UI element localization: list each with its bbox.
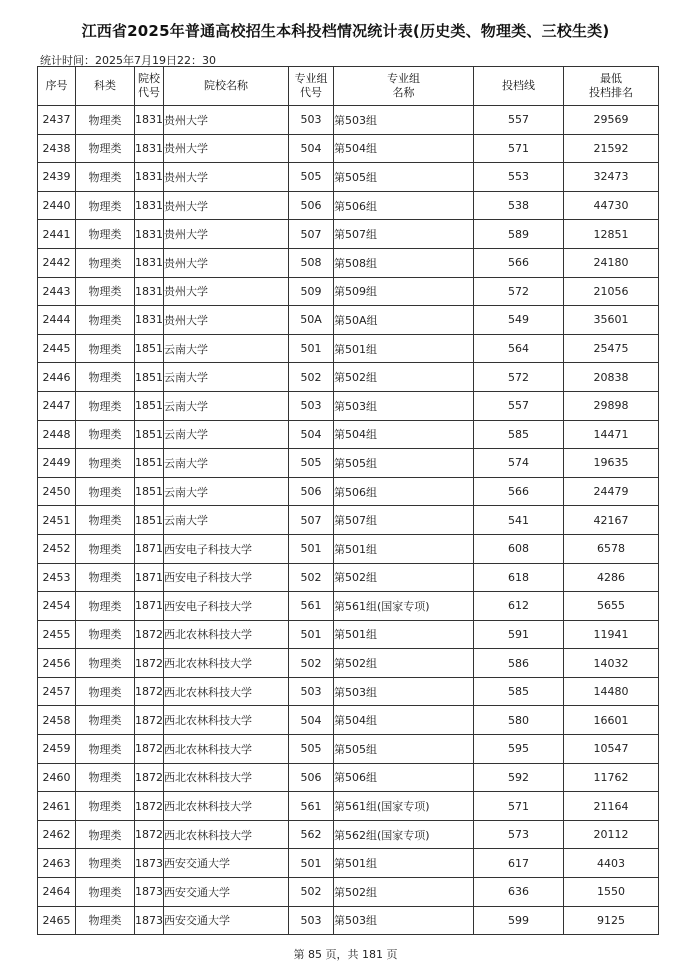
cell-school-name: 云南大学 <box>164 449 289 478</box>
cell-school-code: 1831 <box>135 306 164 335</box>
cell-score-line: 564 <box>474 334 564 363</box>
cell-group-name: 第501组 <box>334 849 474 878</box>
cell-category: 物理类 <box>76 706 135 735</box>
cell-school-code: 1872 <box>135 820 164 849</box>
cell-seq: 2437 <box>38 106 76 135</box>
cell-group-code: 506 <box>289 191 334 220</box>
cell-school-name: 云南大学 <box>164 363 289 392</box>
table-row <box>38 820 659 849</box>
cell-school-code: 1872 <box>135 677 164 706</box>
cell-min-rank: 9125 <box>564 906 659 935</box>
cell-category: 物理类 <box>76 163 135 192</box>
cell-category: 物理类 <box>76 220 135 249</box>
cell-group-name: 第507组 <box>334 506 474 535</box>
cell-group-code: 502 <box>289 563 334 592</box>
cell-school-code: 1872 <box>135 706 164 735</box>
cell-min-rank: 20112 <box>564 820 659 849</box>
cell-school-code: 1872 <box>135 792 164 821</box>
table-row <box>38 363 659 392</box>
cell-score-line: 566 <box>474 477 564 506</box>
cell-group-name: 第50A组 <box>334 306 474 335</box>
cell-school-name: 贵州大学 <box>164 134 289 163</box>
table-row <box>38 106 659 135</box>
cell-seq: 2449 <box>38 449 76 478</box>
cell-school-name: 云南大学 <box>164 334 289 363</box>
cell-school-name: 西北农林科技大学 <box>164 820 289 849</box>
cell-seq: 2459 <box>38 735 76 764</box>
cell-min-rank: 6578 <box>564 534 659 563</box>
cell-group-name: 第503组 <box>334 106 474 135</box>
table-row <box>38 677 659 706</box>
cell-min-rank: 29898 <box>564 391 659 420</box>
cell-seq: 2457 <box>38 677 76 706</box>
cell-seq: 2452 <box>38 534 76 563</box>
cell-school-code: 1831 <box>135 106 164 135</box>
cell-school-name: 西安交通大学 <box>164 878 289 907</box>
cell-category: 物理类 <box>76 849 135 878</box>
cell-group-name: 第503组 <box>334 906 474 935</box>
cell-group-code: 505 <box>289 163 334 192</box>
cell-group-name: 第505组 <box>334 163 474 192</box>
cell-seq: 2462 <box>38 820 76 849</box>
cell-school-code: 1873 <box>135 878 164 907</box>
cell-min-rank: 16601 <box>564 706 659 735</box>
cell-group-code: 504 <box>289 420 334 449</box>
cell-group-code: 501 <box>289 334 334 363</box>
cell-min-rank: 19635 <box>564 449 659 478</box>
table-row <box>38 706 659 735</box>
cell-school-code: 1851 <box>135 391 164 420</box>
cell-group-name: 第501组 <box>334 620 474 649</box>
cell-min-rank: 11762 <box>564 763 659 792</box>
cell-score-line: 591 <box>474 620 564 649</box>
cell-group-code: 506 <box>289 477 334 506</box>
table-row <box>38 449 659 478</box>
cell-seq: 2456 <box>38 649 76 678</box>
cell-category: 物理类 <box>76 391 135 420</box>
cell-group-code: 505 <box>289 735 334 764</box>
cell-seq: 2450 <box>38 477 76 506</box>
cell-group-name: 第505组 <box>334 735 474 764</box>
cell-min-rank: 11941 <box>564 620 659 649</box>
cell-min-rank: 35601 <box>564 306 659 335</box>
cell-category: 物理类 <box>76 277 135 306</box>
cell-min-rank: 25475 <box>564 334 659 363</box>
cell-school-name: 贵州大学 <box>164 248 289 277</box>
cell-group-code: 504 <box>289 134 334 163</box>
cell-group-code: 501 <box>289 534 334 563</box>
cell-group-name: 第561组(国家专项) <box>334 592 474 621</box>
cell-group-name: 第504组 <box>334 706 474 735</box>
cell-category: 物理类 <box>76 420 135 449</box>
cell-group-code: 503 <box>289 106 334 135</box>
cell-school-name: 西安电子科技大学 <box>164 563 289 592</box>
cell-group-name: 第504组 <box>334 134 474 163</box>
table-row <box>38 534 659 563</box>
cell-category: 物理类 <box>76 449 135 478</box>
cell-school-name: 云南大学 <box>164 506 289 535</box>
cell-score-line: 617 <box>474 849 564 878</box>
cell-category: 物理类 <box>76 248 135 277</box>
cell-group-code: 503 <box>289 677 334 706</box>
cell-group-name: 第501组 <box>334 334 474 363</box>
table-row <box>38 620 659 649</box>
cell-group-code: 561 <box>289 792 334 821</box>
cell-seq: 2465 <box>38 906 76 935</box>
document-title: 江西省2025年普通高校招生本科投档情况统计表(历史类、物理类、三校生类) <box>81 22 610 40</box>
cell-group-code: 505 <box>289 449 334 478</box>
cell-group-name: 第504组 <box>334 420 474 449</box>
header-seq: 序号 <box>38 67 76 106</box>
cell-school-name: 西安电子科技大学 <box>164 592 289 621</box>
cell-group-code: 502 <box>289 878 334 907</box>
cell-min-rank: 42167 <box>564 506 659 535</box>
cell-school-code: 1851 <box>135 506 164 535</box>
cell-category: 物理类 <box>76 191 135 220</box>
table-row <box>38 735 659 764</box>
table-row <box>38 220 659 249</box>
cell-school-code: 1871 <box>135 592 164 621</box>
table-row <box>38 248 659 277</box>
cell-min-rank: 5655 <box>564 592 659 621</box>
cell-school-name: 云南大学 <box>164 391 289 420</box>
cell-min-rank: 24180 <box>564 248 659 277</box>
cell-school-name: 贵州大学 <box>164 220 289 249</box>
header-group-name: 专业组 名称 <box>334 67 474 106</box>
cell-min-rank: 44730 <box>564 191 659 220</box>
cell-seq: 2448 <box>38 420 76 449</box>
cell-school-code: 1871 <box>135 563 164 592</box>
cell-group-name: 第502组 <box>334 649 474 678</box>
cell-score-line: 636 <box>474 878 564 907</box>
table-row <box>38 420 659 449</box>
cell-score-line: 589 <box>474 220 564 249</box>
cell-seq: 2438 <box>38 134 76 163</box>
cell-school-name: 贵州大学 <box>164 277 289 306</box>
cell-min-rank: 29569 <box>564 106 659 135</box>
cell-category: 物理类 <box>76 677 135 706</box>
header-school-code: 院校 代号 <box>135 67 164 106</box>
cell-seq: 2442 <box>38 248 76 277</box>
cell-score-line: 612 <box>474 592 564 621</box>
cell-group-code: 562 <box>289 820 334 849</box>
cell-group-code: 507 <box>289 506 334 535</box>
cell-group-code: 561 <box>289 592 334 621</box>
cell-group-code: 502 <box>289 363 334 392</box>
cell-group-name: 第506组 <box>334 477 474 506</box>
cell-group-code: 503 <box>289 906 334 935</box>
cell-seq: 2446 <box>38 363 76 392</box>
table-row <box>38 134 659 163</box>
cell-score-line: 574 <box>474 449 564 478</box>
cell-seq: 2453 <box>38 563 76 592</box>
cell-score-line: 553 <box>474 163 564 192</box>
cell-school-name: 贵州大学 <box>164 163 289 192</box>
cell-min-rank: 10547 <box>564 735 659 764</box>
cell-group-code: 506 <box>289 763 334 792</box>
cell-school-code: 1872 <box>135 735 164 764</box>
cell-school-code: 1851 <box>135 449 164 478</box>
cell-min-rank: 21164 <box>564 792 659 821</box>
cell-school-name: 西北农林科技大学 <box>164 735 289 764</box>
cell-group-code: 501 <box>289 849 334 878</box>
cell-score-line: 608 <box>474 534 564 563</box>
cell-score-line: 557 <box>474 391 564 420</box>
table-row <box>38 563 659 592</box>
table-row <box>38 477 659 506</box>
header-group-code: 专业组 代号 <box>289 67 334 106</box>
cell-group-code: 504 <box>289 706 334 735</box>
cell-school-name: 西北农林科技大学 <box>164 763 289 792</box>
cell-score-line: 566 <box>474 248 564 277</box>
cell-school-name: 西安交通大学 <box>164 906 289 935</box>
cell-group-name: 第503组 <box>334 391 474 420</box>
cell-school-code: 1873 <box>135 849 164 878</box>
cell-score-line: 538 <box>474 191 564 220</box>
cell-score-line: 571 <box>474 134 564 163</box>
table-body <box>38 106 659 935</box>
cell-school-name: 贵州大学 <box>164 191 289 220</box>
page-footer: 第 85 页，共 181 页 <box>293 948 398 961</box>
cell-group-code: 502 <box>289 649 334 678</box>
cell-seq: 2460 <box>38 763 76 792</box>
cell-category: 物理类 <box>76 735 135 764</box>
cell-group-name: 第507组 <box>334 220 474 249</box>
cell-seq: 2445 <box>38 334 76 363</box>
cell-seq: 2455 <box>38 620 76 649</box>
header-min-rank: 最低 投档排名 <box>564 67 659 106</box>
cell-school-code: 1873 <box>135 906 164 935</box>
cell-seq: 2443 <box>38 277 76 306</box>
cell-school-code: 1851 <box>135 363 164 392</box>
cell-school-name: 贵州大学 <box>164 106 289 135</box>
cell-school-name: 西北农林科技大学 <box>164 677 289 706</box>
cell-category: 物理类 <box>76 592 135 621</box>
cell-school-name: 西安交通大学 <box>164 849 289 878</box>
admission-table <box>37 66 659 935</box>
table-row <box>38 334 659 363</box>
cell-school-code: 1851 <box>135 477 164 506</box>
cell-school-code: 1851 <box>135 420 164 449</box>
cell-seq: 2451 <box>38 506 76 535</box>
table-row <box>38 906 659 935</box>
cell-category: 物理类 <box>76 620 135 649</box>
cell-score-line: 592 <box>474 763 564 792</box>
cell-min-rank: 21592 <box>564 134 659 163</box>
cell-seq: 2441 <box>38 220 76 249</box>
cell-category: 物理类 <box>76 792 135 821</box>
table-row <box>38 277 659 306</box>
cell-school-code: 1851 <box>135 334 164 363</box>
table-row <box>38 506 659 535</box>
cell-score-line: 571 <box>474 792 564 821</box>
cell-group-code: 508 <box>289 248 334 277</box>
table-row <box>38 391 659 420</box>
cell-min-rank: 12851 <box>564 220 659 249</box>
cell-category: 物理类 <box>76 334 135 363</box>
table-row <box>38 191 659 220</box>
cell-category: 物理类 <box>76 363 135 392</box>
statistics-time: 统计时间：2025年7月19日22：30 <box>40 54 216 67</box>
table-row <box>38 592 659 621</box>
cell-category: 物理类 <box>76 506 135 535</box>
header-score-line: 投档线 <box>474 67 564 106</box>
cell-score-line: 541 <box>474 506 564 535</box>
cell-school-code: 1831 <box>135 220 164 249</box>
cell-group-name: 第509组 <box>334 277 474 306</box>
cell-school-code: 1831 <box>135 163 164 192</box>
cell-score-line: 599 <box>474 906 564 935</box>
cell-min-rank: 24479 <box>564 477 659 506</box>
cell-category: 物理类 <box>76 763 135 792</box>
cell-seq: 2458 <box>38 706 76 735</box>
table-row <box>38 792 659 821</box>
cell-group-name: 第502组 <box>334 563 474 592</box>
cell-seq: 2439 <box>38 163 76 192</box>
cell-group-name: 第502组 <box>334 363 474 392</box>
cell-category: 物理类 <box>76 477 135 506</box>
table-row <box>38 763 659 792</box>
cell-category: 物理类 <box>76 106 135 135</box>
cell-min-rank: 14471 <box>564 420 659 449</box>
cell-group-code: 507 <box>289 220 334 249</box>
cell-score-line: 580 <box>474 706 564 735</box>
table-row <box>38 878 659 907</box>
cell-school-name: 云南大学 <box>164 420 289 449</box>
cell-seq: 2447 <box>38 391 76 420</box>
cell-group-name: 第561组(国家专项) <box>334 792 474 821</box>
cell-seq: 2440 <box>38 191 76 220</box>
header-school-name: 院校名称 <box>164 67 289 106</box>
table-row <box>38 649 659 678</box>
cell-school-code: 1831 <box>135 248 164 277</box>
cell-group-code: 50A <box>289 306 334 335</box>
header-category: 科类 <box>76 67 135 106</box>
cell-min-rank: 14032 <box>564 649 659 678</box>
cell-school-name: 西北农林科技大学 <box>164 649 289 678</box>
cell-group-name: 第562组(国家专项) <box>334 820 474 849</box>
cell-seq: 2461 <box>38 792 76 821</box>
cell-school-code: 1831 <box>135 134 164 163</box>
cell-group-name: 第503组 <box>334 677 474 706</box>
cell-category: 物理类 <box>76 820 135 849</box>
cell-min-rank: 4403 <box>564 849 659 878</box>
cell-score-line: 573 <box>474 820 564 849</box>
cell-min-rank: 4286 <box>564 563 659 592</box>
table-header-row <box>38 67 659 106</box>
cell-score-line: 585 <box>474 677 564 706</box>
cell-min-rank: 1550 <box>564 878 659 907</box>
cell-score-line: 549 <box>474 306 564 335</box>
cell-category: 物理类 <box>76 878 135 907</box>
cell-category: 物理类 <box>76 306 135 335</box>
cell-school-name: 云南大学 <box>164 477 289 506</box>
cell-score-line: 572 <box>474 277 564 306</box>
table-row <box>38 849 659 878</box>
cell-group-name: 第506组 <box>334 191 474 220</box>
cell-school-name: 西北农林科技大学 <box>164 620 289 649</box>
cell-seq: 2454 <box>38 592 76 621</box>
cell-group-name: 第501组 <box>334 534 474 563</box>
cell-school-name: 西北农林科技大学 <box>164 706 289 735</box>
cell-school-code: 1872 <box>135 620 164 649</box>
cell-category: 物理类 <box>76 134 135 163</box>
cell-school-code: 1872 <box>135 649 164 678</box>
cell-seq: 2463 <box>38 849 76 878</box>
cell-school-name: 贵州大学 <box>164 306 289 335</box>
cell-school-code: 1872 <box>135 763 164 792</box>
cell-category: 物理类 <box>76 534 135 563</box>
cell-score-line: 595 <box>474 735 564 764</box>
cell-score-line: 586 <box>474 649 564 678</box>
cell-school-name: 西北农林科技大学 <box>164 792 289 821</box>
cell-school-code: 1831 <box>135 191 164 220</box>
cell-min-rank: 14480 <box>564 677 659 706</box>
cell-score-line: 557 <box>474 106 564 135</box>
cell-group-name: 第502组 <box>334 878 474 907</box>
cell-group-code: 501 <box>289 620 334 649</box>
cell-score-line: 618 <box>474 563 564 592</box>
cell-min-rank: 32473 <box>564 163 659 192</box>
cell-group-name: 第505组 <box>334 449 474 478</box>
cell-seq: 2464 <box>38 878 76 907</box>
cell-score-line: 572 <box>474 363 564 392</box>
cell-group-name: 第506组 <box>334 763 474 792</box>
cell-group-code: 503 <box>289 391 334 420</box>
cell-school-code: 1871 <box>135 534 164 563</box>
cell-category: 物理类 <box>76 906 135 935</box>
cell-category: 物理类 <box>76 649 135 678</box>
cell-school-code: 1831 <box>135 277 164 306</box>
cell-min-rank: 21056 <box>564 277 659 306</box>
cell-school-name: 西安电子科技大学 <box>164 534 289 563</box>
cell-group-name: 第508组 <box>334 248 474 277</box>
cell-seq: 2444 <box>38 306 76 335</box>
table-row <box>38 163 659 192</box>
cell-category: 物理类 <box>76 563 135 592</box>
cell-group-code: 509 <box>289 277 334 306</box>
cell-score-line: 585 <box>474 420 564 449</box>
table-row <box>38 306 659 335</box>
cell-min-rank: 20838 <box>564 363 659 392</box>
